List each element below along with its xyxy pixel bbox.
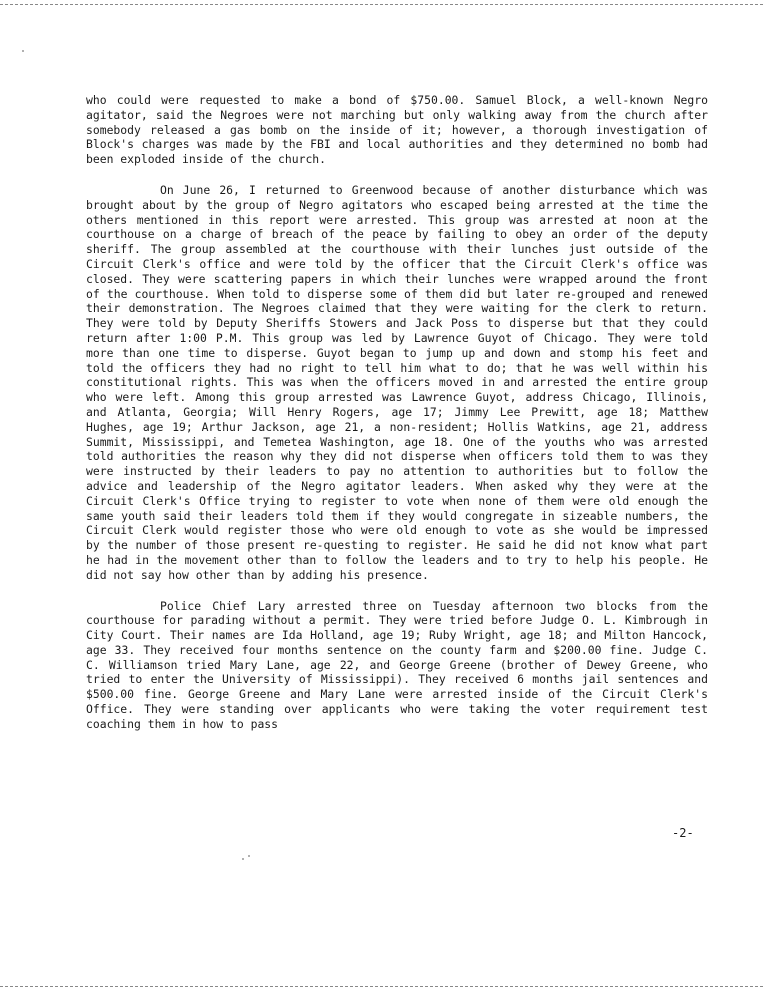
scan-speck [248, 855, 250, 857]
top-edge-rule [0, 4, 763, 5]
page-number: -2- [672, 826, 694, 840]
paragraph-3: Police Chief Lary arrested three on Tuesday afternoon two blocks from the courthouse for parading without a permit. They were tried before Judge O. L. Kimbrough in City Court. Their names are Ida Holland, age 19; Ruby Wright, age 18; and Milton Hancock, age 33. They received four months sentence on the county farm and $200.00 fine. Judge C. C. Williamson tried Mary Lane, age 22, and George Greene (brother of Dewey Greene, who tried to enter the University of Mississippi). They received 6 months jail sentences and $500.00 fine. George Greene and Mary Lane were arrested inside of the Circuit Clerk's Office. They were standing over applicants who were taking the voter requirement test coaching them in how to pass [86, 598, 708, 731]
paragraph-1: who could were requested to make a bond of $750.00. Samuel Block, a well-known Negro agitator, said the Negroes were not marching but only walking away from the church after somebody released a gas bomb on the inside of it; however, a thorough investigation of Block's charges was made by the FBI and local authorities and they determined no bomb had been exploded inside of the church. [86, 93, 708, 167]
bottom-edge-rule [0, 986, 763, 987]
document-body [86, 93, 708, 748]
paragraph-2: On June 26, I returned to Greenwood because of another disturbance which was brought about by the group of Negro agitators who escaped being arrested at the time the others mentioned in this report were arrested. This group was arrested at noon at the courthouse on a charge of breach of the peace by failing to obey an order of the deputy sheriff. The group assembled at the courthouse with their lunches just outside of the Circuit Clerk's office and were told by the officer that the Circuit Clerk's office was closed. They were scattering papers in which their lunches were wrapped around the front of the courthouse. When told to disperse some of them did but later re-grouped and renewed their demonstration. The Negroes claimed that they were waiting for the clerk to return. They were told by Deputy Sheriffs Stowers and Jack Poss to disperse but that they could return after 1:00 P.M. This group was led by Lawrence Guyot of Chicago. They were told more than one time to disperse. Guyot began to jump up and down and stomp his feet and told the officers they had no right to tell him what to do; that he was well within his constitutional rights. This was when the officers moved in and arrested the entire group who were left. Among this group arrested was Lawrence Guyot, address Chicago, Illinois, and Atlanta, Georgia; Will Henry Rogers, age 17; Jimmy Lee Prewitt, age 18; Matthew Hughes, age 19; Arthur Jackson, age 21, a non-resident; Hollis Watkins, age 21, address Summit, Mississippi, and Temetea Washington, age 18. One of the youths who was arrested told authorities the reason why they did not disperse when officers told them to was they were instructed by their leaders to pay no attention to authorities but to follow the advice and leadership of the Negro agitator leaders. When asked why they were at the Circuit Clerk's Office trying to register to vote when none of them were old enough the same youth said their leaders told them if they would congregate in sizeable numbers, the Circuit Clerk would register those who were old enough to vote as she would be impressed by the number of those present re-questing to register. He said he did not know what part he had in the movement other than to follow the leaders and to try to help his people. He did not say how other than by adding his presence. [86, 182, 708, 582]
scan-speck [242, 858, 244, 860]
scan-speck [22, 50, 24, 52]
